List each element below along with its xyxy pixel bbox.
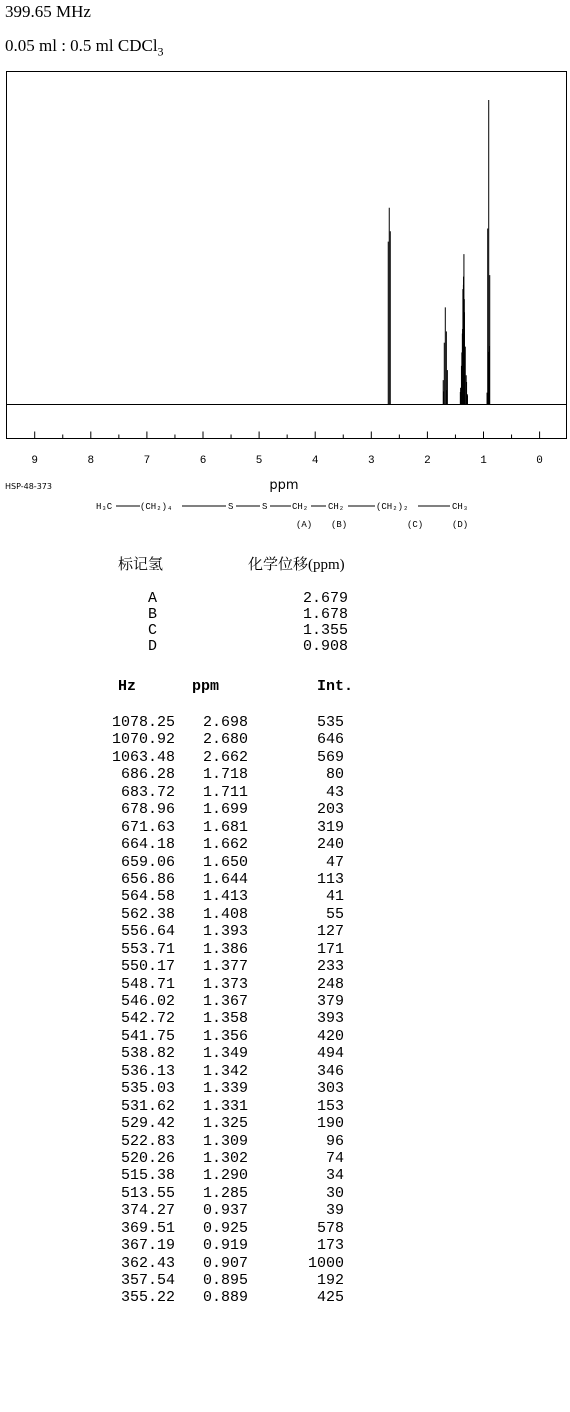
peak-hz: 513.55 [120, 1184, 175, 1202]
peak-hz: 664.18 [120, 836, 175, 854]
x-tick-label: 0 [536, 455, 543, 467]
peak-hz: 1070.92 [111, 731, 175, 749]
peak-ppm: 1.650 [202, 853, 248, 871]
table-row [100, 1045, 344, 1062]
peak-table [100, 714, 344, 1307]
peak-intensity: 34 [325, 1167, 344, 1185]
peak-hz: 355.22 [120, 1289, 175, 1307]
peak-ppm: 1.285 [202, 1184, 248, 1202]
peak-ppm: 1.699 [202, 801, 248, 819]
peak-ppm: 1.393 [202, 923, 248, 941]
peak-hz: 374.27 [120, 1202, 175, 1220]
assignment-row [148, 607, 348, 623]
peak-intensity: 240 [316, 836, 344, 854]
assignment-shift: 1.355 [302, 622, 348, 639]
x-tick-label: 5 [255, 455, 263, 467]
peak-intensity: 346 [316, 1062, 344, 1080]
peak-intensity: 494 [316, 1045, 344, 1063]
struct-ch2-n: (CH₂)₄ [140, 502, 173, 512]
peak-ppm: 1.367 [202, 993, 248, 1010]
assignment-label: A [148, 590, 158, 607]
peak-hz: 678.96 [120, 801, 175, 819]
table-row [100, 976, 344, 993]
plot-frame [7, 72, 567, 439]
peak-ppm: 1.644 [202, 870, 248, 888]
peak-intensity: 127 [316, 923, 344, 941]
assignment-label: D [148, 638, 158, 655]
peak-intensity: 30 [325, 1184, 344, 1202]
solvent-subscript: 3 [157, 44, 164, 59]
struct-ch3-d: CH₃ [452, 502, 469, 512]
peak-ppm: 1.373 [202, 975, 248, 993]
table-row [100, 766, 344, 783]
table-row [100, 1289, 344, 1306]
x-tick-label: 1 [480, 455, 487, 467]
table-row [100, 1115, 344, 1132]
table-row [100, 1133, 344, 1150]
sample-code: HSP-48-373 [5, 482, 52, 491]
peak-intensity: 233 [316, 958, 344, 976]
x-tick-label: 3 [367, 455, 375, 467]
peak-hz: 1078.25 [111, 714, 175, 731]
peak-hz: 541.75 [120, 1027, 175, 1045]
peak-hz: 369.51 [120, 1219, 175, 1237]
peak-intensity: 248 [316, 975, 344, 993]
table-row [100, 1028, 344, 1045]
peak-intensity: 39 [325, 1202, 344, 1220]
table-row [100, 731, 344, 748]
table-row [100, 871, 344, 888]
assignment-label: C [148, 622, 158, 639]
peak-intensity: 425 [316, 1289, 344, 1307]
nmr-spectrum-chart [0, 0, 570, 530]
peak-hz: 550.17 [120, 958, 175, 976]
assignment-shift: 1.678 [302, 606, 348, 623]
peak-intensity: 153 [316, 1097, 344, 1115]
peak-ppm: 2.680 [202, 731, 248, 749]
peak-intensity: 47 [325, 853, 344, 871]
struct-h3c: H₃C [96, 502, 113, 512]
table-row [100, 1150, 344, 1167]
peak-hz: 536.13 [120, 1062, 175, 1080]
peak-intensity: 303 [316, 1080, 344, 1098]
peak-hz: 531.62 [120, 1097, 175, 1115]
peak-intensity: 43 [325, 783, 344, 801]
table-row [100, 1080, 344, 1097]
spectrometer-frequency: 399.65 MHz [5, 2, 91, 21]
assignment-shift: 0.908 [302, 638, 348, 655]
peak-hz: 686.28 [120, 766, 175, 784]
table-row [100, 1255, 344, 1272]
peak-hz: 683.72 [120, 783, 175, 801]
table-row [100, 1010, 344, 1027]
table-row [100, 923, 344, 940]
table-row [100, 993, 344, 1010]
peak-hz: 546.02 [120, 993, 175, 1010]
peak-ppm: 0.889 [202, 1289, 248, 1307]
table-row [100, 1237, 344, 1254]
struct-s1: S [228, 502, 234, 512]
peak-hz: 671.63 [120, 818, 175, 836]
x-tick-label: 7 [143, 455, 151, 467]
peak-hz: 357.54 [120, 1272, 175, 1289]
peak-intensity: 569 [316, 748, 344, 766]
peak-hz: 659.06 [120, 853, 175, 871]
peak-ppm: 1.358 [202, 1010, 248, 1028]
assignment-header-shift: 化学位移(ppm) [248, 557, 345, 573]
peak-hz: 367.19 [120, 1237, 175, 1255]
table-row [100, 801, 344, 818]
peak-intensity: 171 [316, 940, 344, 958]
peak-hz: 515.38 [120, 1167, 175, 1185]
peak-ppm: 1.290 [202, 1167, 248, 1185]
peak-intensity: 379 [316, 993, 344, 1010]
peak-hz: 362.43 [120, 1254, 175, 1272]
peak-ppm: 1.711 [202, 783, 248, 801]
peak-ppm: 1.377 [202, 958, 248, 976]
peak-intensity: 96 [325, 1132, 344, 1150]
peak-intensity: 578 [316, 1219, 344, 1237]
peak-intensity: 1000 [307, 1254, 344, 1272]
table-row [100, 1167, 344, 1184]
table-row [100, 819, 344, 836]
peak-ppm: 0.919 [202, 1237, 248, 1255]
table-row [100, 1272, 344, 1289]
peak-hz: 556.64 [120, 923, 175, 941]
peak-hz: 656.86 [120, 870, 175, 888]
assignment-row [148, 639, 348, 655]
assignment-row [148, 591, 348, 607]
table-row [100, 888, 344, 905]
table-row [100, 749, 344, 766]
assignment-table [148, 591, 348, 655]
table-row [100, 784, 344, 801]
peak-ppm: 2.698 [202, 714, 248, 731]
peak-intensity: 319 [316, 818, 344, 836]
peak-hz: 1063.48 [111, 748, 175, 766]
peak-ppm: 1.342 [202, 1062, 248, 1080]
header-ppm: ppm [191, 678, 219, 695]
x-tick-label: 6 [199, 455, 207, 467]
peak-hz: 535.03 [120, 1080, 175, 1098]
header-int: Int. [316, 678, 353, 695]
struct-label-c: (C) [407, 520, 424, 530]
peak-intensity: 74 [325, 1149, 344, 1167]
peak-ppm: 1.302 [202, 1149, 248, 1167]
assignment-header-label: 标记氢 [118, 557, 164, 573]
peak-ppm: 0.925 [202, 1219, 248, 1237]
peak-ppm: 0.895 [202, 1272, 248, 1289]
table-row [100, 1063, 344, 1080]
assignment-shift: 2.679 [302, 590, 348, 607]
peak-ppm: 0.907 [202, 1254, 248, 1272]
peak-hz: 529.42 [120, 1115, 175, 1133]
peak-ppm: 1.408 [202, 905, 248, 923]
peak-hz: 520.26 [120, 1149, 175, 1167]
table-row [100, 854, 344, 871]
struct-ch2-a: CH₂ [292, 502, 309, 512]
peak-ppm: 2.662 [202, 748, 248, 766]
peak-intensity: 393 [316, 1010, 344, 1028]
struct-ch2-b: CH₂ [328, 502, 345, 512]
peak-ppm: 1.331 [202, 1097, 248, 1115]
peak-hz: 522.83 [120, 1132, 175, 1150]
x-tick-label: 9 [31, 455, 39, 467]
assignment-row [148, 623, 348, 639]
peak-intensity: 41 [325, 888, 344, 906]
peak-ppm: 1.325 [202, 1115, 248, 1133]
peak-intensity: 420 [316, 1027, 344, 1045]
table-row [100, 836, 344, 853]
table-row [100, 1098, 344, 1115]
peak-ppm: 1.718 [202, 766, 248, 784]
peak-intensity: 113 [316, 870, 344, 888]
peak-ppm: 1.356 [202, 1027, 248, 1045]
peak-intensity: 80 [325, 766, 344, 784]
table-row [100, 1220, 344, 1237]
peak-ppm: 1.349 [202, 1045, 248, 1063]
peak-ppm: 0.937 [202, 1202, 248, 1220]
header-hz: Hz [118, 678, 137, 695]
table-row [100, 906, 344, 923]
struct-label-b: (B) [331, 520, 348, 530]
peak-ppm: 1.681 [202, 818, 248, 836]
peak-ppm: 1.662 [202, 836, 248, 854]
peak-hz: 562.38 [120, 905, 175, 923]
struct-ch2-c: (CH₂)₂ [376, 502, 409, 512]
peak-intensity: 173 [316, 1237, 344, 1255]
assignment-label: B [148, 606, 158, 623]
peak-intensity: 190 [316, 1115, 344, 1133]
peak-intensity: 535 [316, 714, 344, 731]
table-row [100, 958, 344, 975]
peak-ppm: 1.386 [202, 940, 248, 958]
peak-hz: 542.72 [120, 1010, 175, 1028]
x-tick-label: 2 [424, 455, 431, 467]
struct-s2: S [262, 502, 268, 512]
peak-ppm: 1.309 [202, 1132, 248, 1150]
peak-intensity: 55 [325, 905, 344, 923]
struct-label-d: (D) [452, 520, 469, 530]
peak-hz: 553.71 [120, 940, 175, 958]
table-row [100, 714, 344, 731]
peak-intensity: 646 [316, 731, 344, 749]
peak-intensity: 203 [316, 801, 344, 819]
x-axis-label: ppm [269, 478, 299, 493]
peak-hz: 548.71 [120, 975, 175, 993]
table-row [100, 1185, 344, 1202]
struct-label-a: (A) [296, 520, 313, 530]
molecular-structure [0, 474, 570, 534]
table-row [100, 1202, 344, 1219]
x-tick-label: 4 [311, 455, 319, 467]
peak-table-header [118, 678, 353, 695]
x-tick-label: 8 [87, 455, 95, 467]
peak-intensity: 192 [316, 1272, 344, 1289]
peak-ppm: 1.339 [202, 1080, 248, 1098]
solvent-text: 0.05 ml : 0.5 ml CDCl [5, 36, 158, 55]
peak-hz: 564.58 [120, 888, 175, 906]
peak-ppm: 1.413 [202, 888, 248, 906]
peak-hz: 538.82 [120, 1045, 175, 1063]
table-row [100, 941, 344, 958]
